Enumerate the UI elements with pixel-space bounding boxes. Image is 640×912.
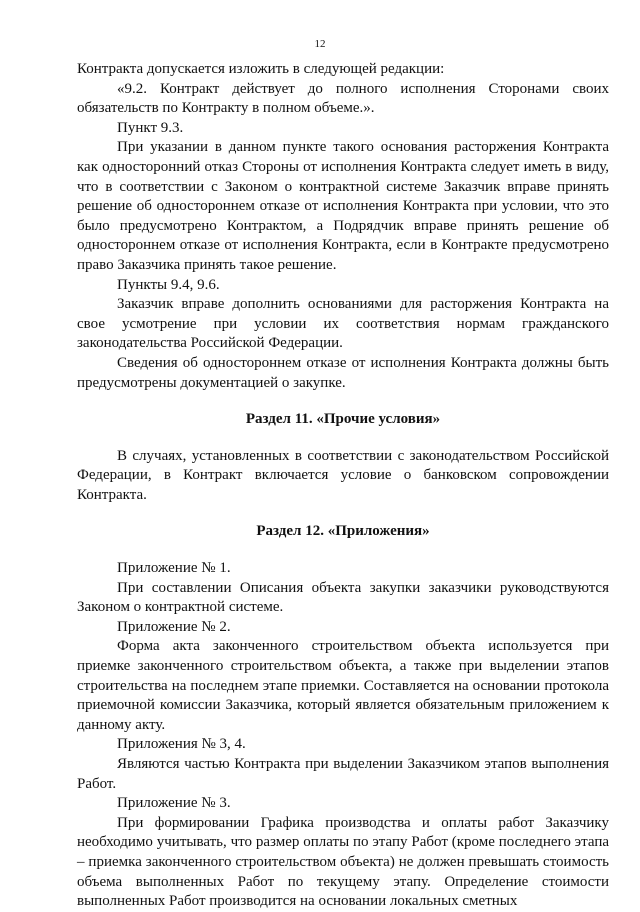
paragraph: Приложение № 2. — [117, 618, 231, 635]
section-heading-11: Раздел 11. «Прочие условия» — [245, 411, 441, 428]
paragraph: Пункты 9.4, 9.6. — [117, 276, 220, 293]
paragraph: Приложение № 1. — [117, 560, 231, 577]
paragraph: Являются частью Контракта при выделении Заказчиком этапов выполнения Работ. — [77, 756, 609, 792]
document-body — [77, 60, 609, 912]
paragraph: При указании в данном пункте такого основания расторжения Контракта как односторонний отказ Стороны от исполнения Контракта следует иметь в виду, что в соответствии с Законом о контрактной системе Заказчик вправе принять решение об одностороннем отказе от исполнения Контракта при условии, что это было предусмотрено Контрактом, а Подрядчик вправе принять решение об одностороннем отказе от исполнения Контракта, если в Контракте предусмотрено право Заказчика принять такое решение. — [77, 139, 609, 273]
section-12-text — [77, 559, 609, 912]
paragraph: В случаях, установленных в соответствии с законодательством Российской Федерации, в Контракт включается условие о банковском сопровождении Контракта. — [77, 447, 609, 503]
paragraph: Пункт 9.3. — [117, 119, 184, 136]
paragraph: Приложения № 3, 4. — [117, 736, 246, 753]
section-heading-12: Раздел 12. «Приложения» — [256, 523, 430, 540]
paragraph: При формировании Графика производства и оплаты работ Заказчику необходимо учитывать, что размер оплаты по этапу Работ (кроме последнего этапа – приемка законченного строительством объекта) не должен превышать стоимость объема выполненных Работ по текущему этапу. Определение стоимости выполненных Работ производится на основании локальных сметных — [77, 814, 609, 910]
paragraph: Форма акта законченного строительством объекта используется при приемке законченного строительством объекта, а также при выделении этапов строительства на последнем этапе приемки. Составляется на основании протокола приемочной комиссии Заказчика, который является обязательным приложением к данному акту. — [77, 638, 609, 733]
paragraph: При составлении Описания объекта закупки заказчики руководствуются Законом о контрактной системе. — [77, 579, 609, 616]
section-11-text — [77, 447, 609, 506]
paragraph: Контракта допускается изложить в следующей редакции: — [77, 61, 445, 77]
page-number: 12 — [314, 38, 326, 50]
paragraph: «9.2. Контракт действует до полного исполнения Сторонами своих обязательств по Контракту в полном объеме.». — [77, 80, 609, 117]
section-10-text — [77, 60, 609, 393]
paragraph: Приложение № 3. — [117, 795, 231, 812]
paragraph: Сведения об одностороннем отказе от исполнения Контракта должны быть предусмотрены документацией о закупке. — [77, 354, 609, 391]
paragraph: Заказчик вправе дополнить основаниями для расторжения Контракта на свое усмотрение при условии их соответствия нормам гражданского законодательства Российской Федерации. — [77, 296, 609, 352]
